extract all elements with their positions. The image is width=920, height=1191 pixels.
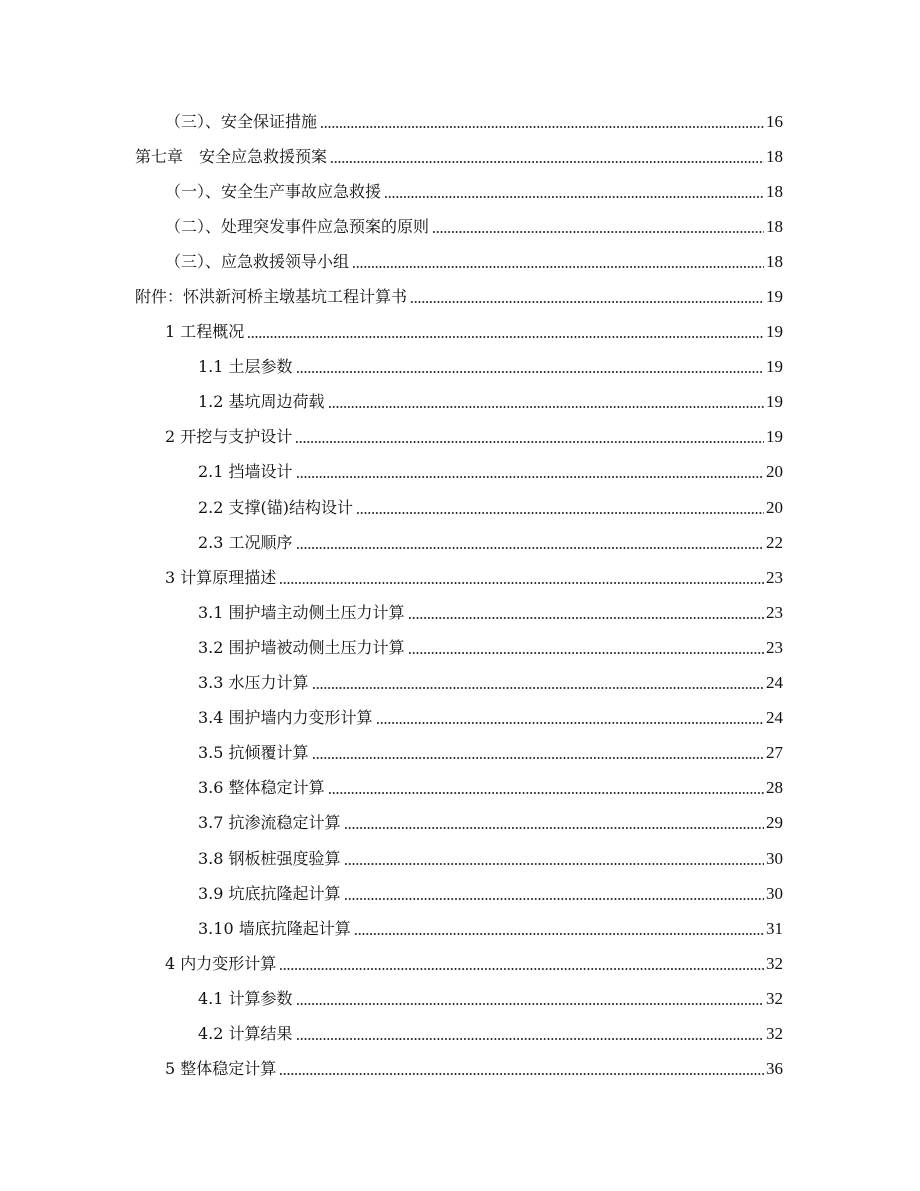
toc-entry[interactable] [0, 209, 920, 244]
dot-leader [344, 891, 764, 907]
toc-entry-title: 3.3 水压力计算 [198, 673, 309, 693]
toc-entry-page-number: 19 [766, 427, 783, 447]
toc-entry[interactable] [0, 174, 920, 209]
toc-entry-title: （二）、处理突发事件应急预案的原则 [165, 216, 430, 236]
dot-leader [352, 259, 764, 275]
dot-leader [330, 154, 764, 170]
toc-entry-page-number: 24 [766, 673, 783, 693]
toc-entry-page-number: 18 [766, 251, 783, 271]
toc-entry-title: 3.5 抗倾覆计算 [198, 743, 309, 763]
dot-leader [320, 119, 764, 135]
toc-entry-title: 2.1 挡墙设计 [198, 462, 293, 482]
dot-leader [376, 715, 764, 731]
dot-leader [354, 926, 764, 942]
toc-entry-page-number: 20 [766, 497, 783, 517]
toc-entry-title: 1.2 基坑周边荷载 [198, 392, 325, 412]
toc-entry[interactable] [0, 911, 920, 946]
toc-entry-title: 4 内力变形计算 [165, 953, 277, 973]
toc-entry-title: 第七章 安全应急救援预案 [135, 146, 328, 166]
toc-entry[interactable] [0, 876, 920, 911]
toc-entry[interactable] [0, 244, 920, 279]
toc-entry[interactable] [0, 595, 920, 630]
toc-entry[interactable] [0, 490, 920, 525]
dot-leader [279, 961, 764, 977]
toc-entry[interactable] [0, 771, 920, 806]
toc-entry[interactable] [0, 420, 920, 455]
toc-entry-page-number: 24 [766, 708, 783, 728]
toc-entry-page-number: 19 [766, 322, 783, 342]
toc-entry-page-number: 28 [766, 778, 783, 798]
toc-entry-title: 3.1 围护墙主动侧土压力计算 [198, 602, 405, 622]
toc-entry[interactable] [0, 806, 920, 841]
dot-leader [247, 329, 764, 345]
dot-leader [296, 540, 764, 556]
dot-leader [356, 505, 764, 521]
toc-entry[interactable] [0, 139, 920, 174]
dot-leader [328, 785, 764, 801]
toc-entry-title: 3 计算原理描述 [165, 567, 277, 587]
toc-entry-title: 3.9 坑底抗隆起计算 [198, 883, 341, 903]
toc-entry-page-number: 22 [766, 532, 783, 552]
table-of-contents [0, 104, 920, 1087]
toc-entry-page-number: 32 [766, 988, 783, 1008]
toc-entry-page-number: 16 [766, 111, 783, 131]
toc-entry-page-number: 23 [766, 567, 783, 587]
toc-entry-page-number: 30 [766, 848, 783, 868]
toc-entry-page-number: 18 [766, 216, 783, 236]
toc-entry[interactable] [0, 104, 920, 139]
toc-entry[interactable] [0, 736, 920, 771]
toc-entry[interactable] [0, 666, 920, 701]
toc-entry[interactable] [0, 701, 920, 736]
dot-leader [279, 1066, 764, 1082]
toc-entry-title: 附件：怀洪新河桥主墩基坑工程计算书 [135, 287, 408, 307]
dot-leader [296, 1031, 764, 1047]
toc-entry-title: （三）、应急救援领导小组 [165, 251, 350, 271]
toc-entry-title: （一）、安全生产事故应急救援 [165, 181, 382, 201]
toc-entry-title: 2 开挖与支护设计 [165, 427, 293, 447]
dot-leader [432, 224, 764, 240]
toc-entry[interactable] [0, 630, 920, 665]
toc-entry-page-number: 18 [766, 146, 783, 166]
toc-entry-page-number: 30 [766, 883, 783, 903]
toc-entry[interactable] [0, 1052, 920, 1087]
dot-leader [408, 645, 764, 661]
toc-entry-page-number: 18 [766, 181, 783, 201]
toc-entry-page-number: 36 [766, 1059, 783, 1079]
toc-entry-page-number: 32 [766, 1023, 783, 1043]
toc-entry[interactable] [0, 455, 920, 490]
toc-entry-title: （三）、安全保证措施 [165, 111, 318, 131]
toc-entry[interactable] [0, 981, 920, 1016]
dot-leader [295, 434, 764, 450]
toc-entry-page-number: 19 [766, 357, 783, 377]
toc-entry-page-number: 32 [766, 953, 783, 973]
dot-leader [296, 996, 764, 1012]
toc-entry-page-number: 27 [766, 743, 783, 763]
toc-entry-title: 3.8 钢板桩强度验算 [198, 848, 341, 868]
toc-entry-page-number: 23 [766, 602, 783, 622]
toc-entry-title: 1 工程概况 [165, 322, 245, 342]
toc-entry[interactable] [0, 1016, 920, 1051]
dot-leader [279, 575, 764, 591]
dot-leader [344, 856, 764, 872]
dot-leader [344, 820, 764, 836]
dot-leader [296, 364, 764, 380]
toc-entry-page-number: 23 [766, 637, 783, 657]
toc-entry[interactable] [0, 525, 920, 560]
toc-entry-title: 3.10 墙底抗隆起计算 [198, 918, 351, 938]
toc-entry-page-number: 31 [766, 918, 783, 938]
dot-leader [328, 399, 764, 415]
toc-entry[interactable] [0, 946, 920, 981]
toc-entry-title: 3.2 围护墙被动侧土压力计算 [198, 637, 405, 657]
toc-entry-title: 3.6 整体稳定计算 [198, 778, 325, 798]
toc-entry-title: 2.3 工况顺序 [198, 532, 293, 552]
toc-entry-title: 3.7 抗渗流稳定计算 [198, 813, 341, 833]
toc-entry-page-number: 19 [766, 392, 783, 412]
dot-leader [408, 610, 764, 626]
toc-entry[interactable] [0, 279, 920, 314]
toc-entry[interactable] [0, 350, 920, 385]
dot-leader [296, 469, 764, 485]
toc-entry-title: 1.1 土层参数 [198, 357, 293, 377]
toc-entry[interactable] [0, 560, 920, 595]
toc-entry-page-number: 20 [766, 462, 783, 482]
dot-leader [410, 294, 764, 310]
dot-leader [384, 189, 764, 205]
toc-entry-title: 4.2 计算结果 [198, 1023, 293, 1043]
toc-entry-title: 4.1 计算参数 [198, 988, 293, 1008]
toc-entry-title: 5 整体稳定计算 [165, 1059, 277, 1079]
toc-entry-title: 3.4 围护墙内力变形计算 [198, 708, 373, 728]
toc-entry-title: 2.2 支撑(锚)结构设计 [198, 497, 354, 517]
toc-entry[interactable] [0, 315, 920, 350]
dot-leader [312, 680, 764, 696]
toc-entry-page-number: 19 [766, 287, 783, 307]
toc-entry-page-number: 29 [766, 813, 783, 833]
toc-entry[interactable] [0, 841, 920, 876]
toc-entry[interactable] [0, 385, 920, 420]
dot-leader [312, 750, 764, 766]
